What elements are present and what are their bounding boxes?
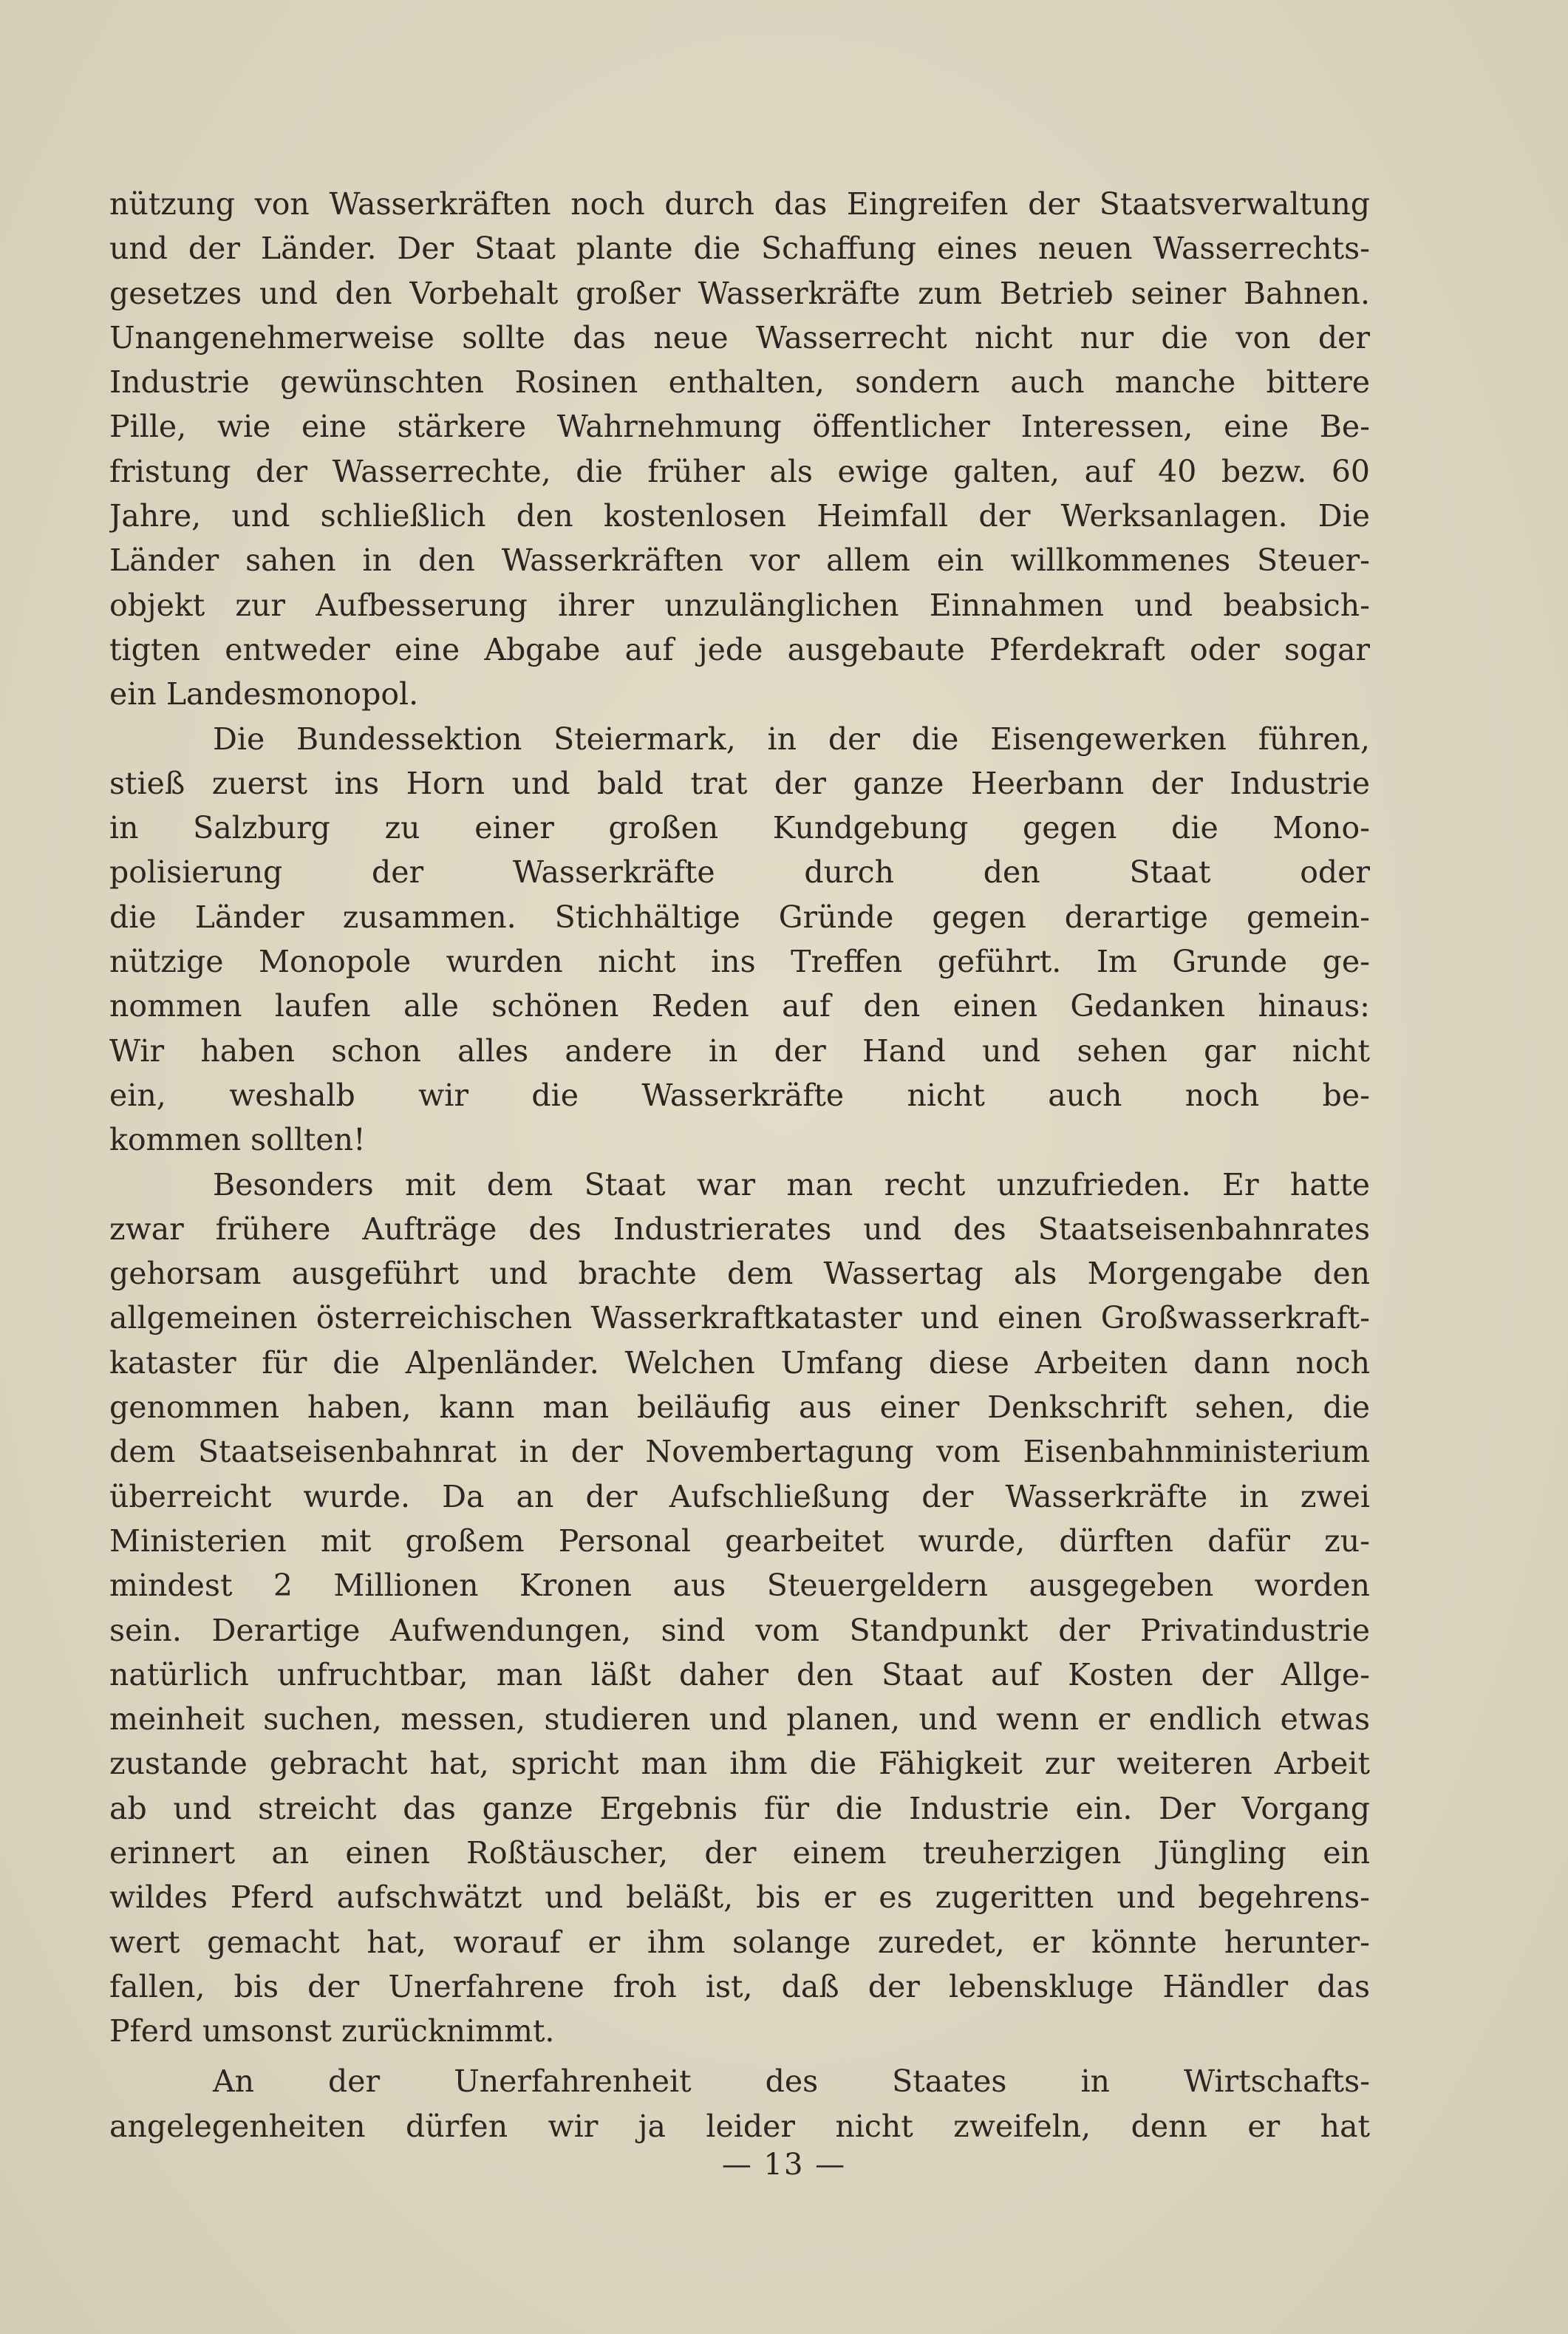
text-line: gehorsam ausgeführt und brachte dem Wassertag als Morgengabe den xyxy=(109,1256,1370,1292)
text-line: die Länder zusammen. Stichhältige Gründe gegen derartige gemein- xyxy=(109,899,1370,935)
paragraph-gap xyxy=(109,2053,1370,2059)
text-line: Länder sahen in den Wasserkräften vor allem ein willkommenes Steuer- xyxy=(109,542,1370,579)
text-line: zustande gebracht hat, spricht man ihm die Fähigkeit zur weiteren Arbeit xyxy=(109,1746,1370,1782)
page-number: — 13 — xyxy=(721,2148,847,2182)
text-line: polisierung der Wasserkräfte durch den Staat oder xyxy=(109,854,1370,891)
text-line: objekt zur Aufbesserung ihrer unzulänglichen Einnahmen und beabsich- xyxy=(109,587,1370,623)
text-line: zwar frühere Aufträge des Industrierates und des Staatseisenbahnrates xyxy=(109,1211,1370,1247)
text-line: Pferd umsonst zurücknimmt. xyxy=(109,2013,555,2049)
paragraph-4 xyxy=(109,2059,1370,2148)
text-line: Unangenehmerweise sollte das neue Wasserrecht nicht nur die von der xyxy=(109,319,1370,355)
text-line: wildes Pferd aufschwätzt und beläßt, bis er es zugeritten und begehrens- xyxy=(109,1879,1370,1916)
text-line: genommen haben, kann man beiläufig aus einer Denkschrift sehen, die xyxy=(109,1389,1370,1426)
paragraph-1 xyxy=(109,182,1370,717)
text-line: fristung der Wasserrechte, die früher als ewige galten, auf 40 bezw. 60 xyxy=(109,453,1370,489)
text-line: stieß zuerst ins Horn und bald trat der ganze Heerbann der Industrie xyxy=(109,765,1370,801)
text-line: dem Staatseisenbahnrat in der Novembertagung vom Eisenbahnministerium xyxy=(109,1434,1370,1470)
paragraph-2 xyxy=(109,717,1370,1163)
text-line: nommen laufen alle schönen Reden auf den einen Gedanken hinaus: xyxy=(109,988,1370,1024)
text-line: nützige Monopole wurden nicht ins Treffen geführt. Im Grunde ge- xyxy=(109,944,1370,980)
text-line: erinnert an einen Roßtäuscher, der einem treuherzigen Jüngling ein xyxy=(109,1834,1370,1871)
text-line: natürlich unfruchtbar, man läßt daher den Staat auf Kosten der Allge- xyxy=(109,1656,1370,1692)
text-line: überreicht wurde. Da an der Aufschließung der Wasserkräfte in zwei xyxy=(109,1478,1370,1514)
text-line: tigten entweder eine Abgabe auf jede ausgebaute Pferdekraft oder sogar xyxy=(109,631,1370,667)
text-line: Ministerien mit großem Personal gearbeitet wurde, dürften dafür zu- xyxy=(109,1522,1370,1559)
text-line: ein Landesmonopol. xyxy=(109,676,419,712)
text-line: fallen, bis der Unerfahrene froh ist, daß der lebenskluge Händler das xyxy=(109,1968,1370,2004)
text-line: meinheit suchen, messen, studieren und planen, und wenn er endlich etwas xyxy=(109,1701,1370,1738)
text-line: ab und streicht das ganze Ergebnis für die Industrie ein. Der Vorgang xyxy=(109,1790,1370,1826)
text-line: Besonders mit dem Staat war man recht unzufrieden. Er hatte xyxy=(213,1166,1370,1202)
text-line: sein. Derartige Aufwendungen, sind vom Standpunkt der Privatindustrie xyxy=(109,1612,1370,1648)
text-line: Die Bundessektion Steiermark, in der die Eisengewerken führen, xyxy=(213,721,1370,757)
text-line: in Salzburg zu einer großen Kundgebung gegen die Mono- xyxy=(109,810,1370,846)
text-line: Industrie gewünschten Rosinen enthalten, sondern auch manche bittere xyxy=(109,364,1370,401)
text-line: und der Länder. Der Staat plante die Schaffung eines neuen Wasserrechts- xyxy=(109,231,1370,267)
paragraph-3 xyxy=(109,1163,1370,2054)
text-line: kommen sollten! xyxy=(109,1122,366,1158)
text-line: angelegenheiten dürfen wir ja leider nicht zweifeln, denn er hat xyxy=(109,2108,1370,2144)
text-line: gesetzes und den Vorbehalt großer Wasserkräfte zum Betrieb seiner Bahnen. xyxy=(109,275,1370,311)
text-line: mindest 2 Millionen Kronen aus Steuergeldern ausgegeben worden xyxy=(109,1568,1370,1604)
body-text xyxy=(109,182,1370,2148)
text-line: Pille, wie eine stärkere Wahrnehmung öffentlicher Interessen, eine Be- xyxy=(109,409,1370,445)
text-line: kataster für die Alpenländer. Welchen Umfang diese Arbeiten dann noch xyxy=(109,1344,1370,1381)
text-line: An der Unerfahrenheit des Staates in Wirtschafts- xyxy=(213,2063,1370,2100)
text-line: ein, weshalb wir die Wasserkräfte nicht auch noch be- xyxy=(109,1077,1370,1113)
text-line: wert gemacht hat, worauf er ihm solange zuredet, er könnte herunter- xyxy=(109,1924,1370,1960)
text-line: nützung von Wasserkräften noch durch das Eingreifen der Staatsverwaltung xyxy=(109,186,1370,222)
text-line: Wir haben schon alles andere in der Hand und sehen gar nicht xyxy=(109,1032,1370,1069)
text-line: allgemeinen österreichischen Wasserkraftkataster und einen Großwasserkraft- xyxy=(109,1300,1370,1336)
text-line: Jahre, und schließlich den kostenlosen Heimfall der Werksanlagen. Die xyxy=(109,498,1370,534)
